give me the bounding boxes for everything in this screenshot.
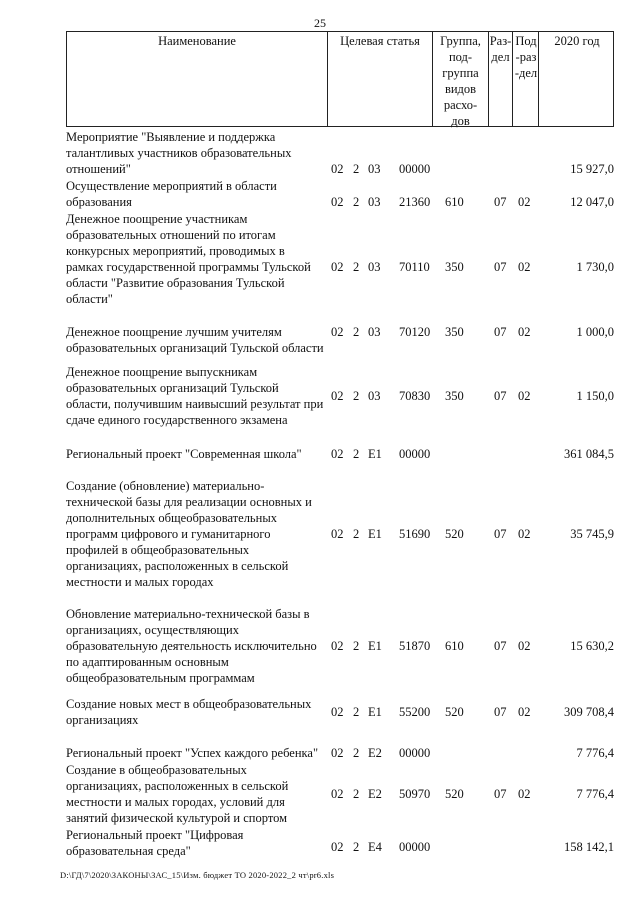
amount: 15 630,2 (570, 639, 614, 653)
header-section: Раз-дел (488, 32, 512, 126)
target-subprogram: 2 (353, 527, 360, 541)
expense-group: 350 (445, 389, 464, 403)
target-direction: 55200 (399, 705, 431, 719)
section: 07 (494, 389, 507, 403)
header-expense-group: Группа, под-группа видов расхо-дов (432, 32, 488, 126)
amount: 15 927,0 (570, 162, 614, 176)
table-row (0, 211, 640, 307)
target-direction: 21360 (399, 195, 431, 209)
expense-group: 610 (445, 195, 464, 209)
subsection: 02 (518, 195, 531, 209)
target-program: 02 (331, 162, 344, 176)
subsection: 02 (518, 527, 531, 541)
section: 07 (494, 527, 507, 541)
subsection: 02 (518, 260, 531, 274)
row-name: Осуществление мероприятий в области образования (66, 179, 277, 209)
target-program: 02 (331, 840, 344, 854)
target-event: E1 (368, 639, 382, 653)
expense-group: 610 (445, 639, 464, 653)
section: 07 (494, 325, 507, 339)
target-program: 02 (331, 260, 344, 274)
table-header (66, 31, 614, 127)
row-name: Мероприятие "Выявление и поддержка талантливых участников образовательных отношений" (66, 130, 292, 176)
section: 07 (494, 639, 507, 653)
table-row (0, 729, 640, 761)
target-event: 03 (368, 162, 381, 176)
row-name: Создание в общеобразовательных организациях, расположенных в сельской местности и малых городах, условий для занятий физической культурой и спортом (66, 763, 289, 825)
page-number: 25 (314, 16, 326, 30)
file-path-footer: D:\ГД\7\2020\ЗАКОНЫ\ЗАС_15\Изм. бюджет ТО 2020-2022_2 чт\pr6.xls (60, 870, 335, 880)
row-name: Денежное поощрение участникам образовательных отношений по итогам конкурсных мероприятий, проводимых в рамках государственной программы Тульской области "Развитие образования Тульской области" (66, 212, 311, 306)
table-row (0, 606, 640, 686)
table-row (0, 446, 640, 462)
target-program: 02 (331, 705, 344, 719)
table-row (0, 762, 640, 826)
target-event: E1 (368, 705, 382, 719)
subsection: 02 (518, 787, 531, 801)
target-subprogram: 2 (353, 787, 360, 801)
target-subprogram: 2 (353, 389, 360, 403)
row-name: Обновление материально-технической базы в организациях, осуществляющих образовательную деятельность исключительно по адаптированным основным общеобразовательным программам (66, 607, 317, 685)
amount: 7 776,4 (576, 787, 614, 801)
header-target-article: Целевая статья (327, 32, 432, 126)
table-row (0, 364, 640, 428)
section: 07 (494, 260, 507, 274)
target-event: 03 (368, 195, 381, 209)
target-program: 02 (331, 195, 344, 209)
table-row (0, 308, 640, 356)
expense-group: 520 (445, 787, 464, 801)
header-name: Наименование (158, 34, 236, 48)
row-name: Региональный проект "Успех каждого ребенка" (66, 746, 319, 760)
header-year: 2020 год (538, 32, 615, 126)
expense-group: 520 (445, 705, 464, 719)
row-name: Создание новых мест в общеобразовательных организациях (66, 697, 312, 727)
target-subprogram: 2 (353, 260, 360, 274)
target-program: 02 (331, 746, 344, 760)
amount: 7 776,4 (576, 746, 614, 760)
target-subprogram: 2 (353, 746, 360, 760)
amount: 35 745,9 (570, 527, 614, 541)
row-name: Денежное поощрение лучшим учителям образовательных организаций Тульской области (66, 325, 324, 355)
target-direction: 51690 (399, 527, 431, 541)
target-direction: 00000 (399, 746, 431, 760)
target-direction: 00000 (399, 447, 431, 461)
row-name: Региональный проект "Современная школа" (66, 447, 302, 461)
target-subprogram: 2 (353, 195, 360, 209)
table-row (0, 178, 640, 210)
target-event: E1 (368, 527, 382, 541)
target-direction: 70120 (399, 325, 431, 339)
section: 07 (494, 705, 507, 719)
target-subprogram: 2 (353, 639, 360, 653)
target-direction: 00000 (399, 162, 431, 176)
amount: 1 150,0 (576, 389, 614, 403)
table-row (0, 129, 640, 177)
row-name: Региональный проект "Цифровая образовательная среда" (66, 828, 244, 858)
target-event: 03 (368, 389, 381, 403)
target-program: 02 (331, 527, 344, 541)
target-direction: 50970 (399, 787, 431, 801)
target-direction: 70830 (399, 389, 431, 403)
expense-group: 350 (445, 260, 464, 274)
target-direction: 70110 (399, 260, 430, 274)
subsection: 02 (518, 705, 531, 719)
amount: 309 708,4 (564, 705, 614, 719)
section: 07 (494, 787, 507, 801)
target-subprogram: 2 (353, 840, 360, 854)
table-row (0, 696, 640, 728)
target-subprogram: 2 (353, 162, 360, 176)
amount: 1 000,0 (576, 325, 614, 339)
target-direction: 00000 (399, 840, 431, 854)
target-program: 02 (331, 639, 344, 653)
amount: 1 730,0 (576, 260, 614, 274)
target-event: E2 (368, 787, 382, 801)
target-program: 02 (331, 325, 344, 339)
table-row (0, 478, 640, 590)
target-event: E4 (368, 840, 382, 854)
expense-group: 520 (445, 527, 464, 541)
amount: 12 047,0 (570, 195, 614, 209)
target-event: E2 (368, 746, 382, 760)
target-program: 02 (331, 447, 344, 461)
target-event: 03 (368, 260, 381, 274)
target-event: 03 (368, 325, 381, 339)
target-subprogram: 2 (353, 447, 360, 461)
subsection: 02 (518, 639, 531, 653)
row-name: Создание (обновление) материально-технической базы для реализации основных и дополнительных общеобразовательных программ цифрового и гуманитарного профилей в общеобразовательных организациях, расположенных в сельской местности и малых городах (66, 479, 312, 589)
target-subprogram: 2 (353, 325, 360, 339)
target-event: E1 (368, 447, 382, 461)
target-program: 02 (331, 389, 344, 403)
target-direction: 51870 (399, 639, 431, 653)
amount: 361 084,5 (564, 447, 614, 461)
target-program: 02 (331, 787, 344, 801)
target-subprogram: 2 (353, 705, 360, 719)
amount: 158 142,1 (564, 840, 614, 854)
header-subsection: Под-раз-дел (512, 32, 538, 126)
row-name: Денежное поощрение выпускникам образовательных организаций Тульской области, получившим наивысший результат при сдаче единого государственного экзамена (66, 365, 324, 427)
expense-group: 350 (445, 325, 464, 339)
subsection: 02 (518, 325, 531, 339)
subsection: 02 (518, 389, 531, 403)
table-row (0, 827, 640, 859)
section: 07 (494, 195, 507, 209)
